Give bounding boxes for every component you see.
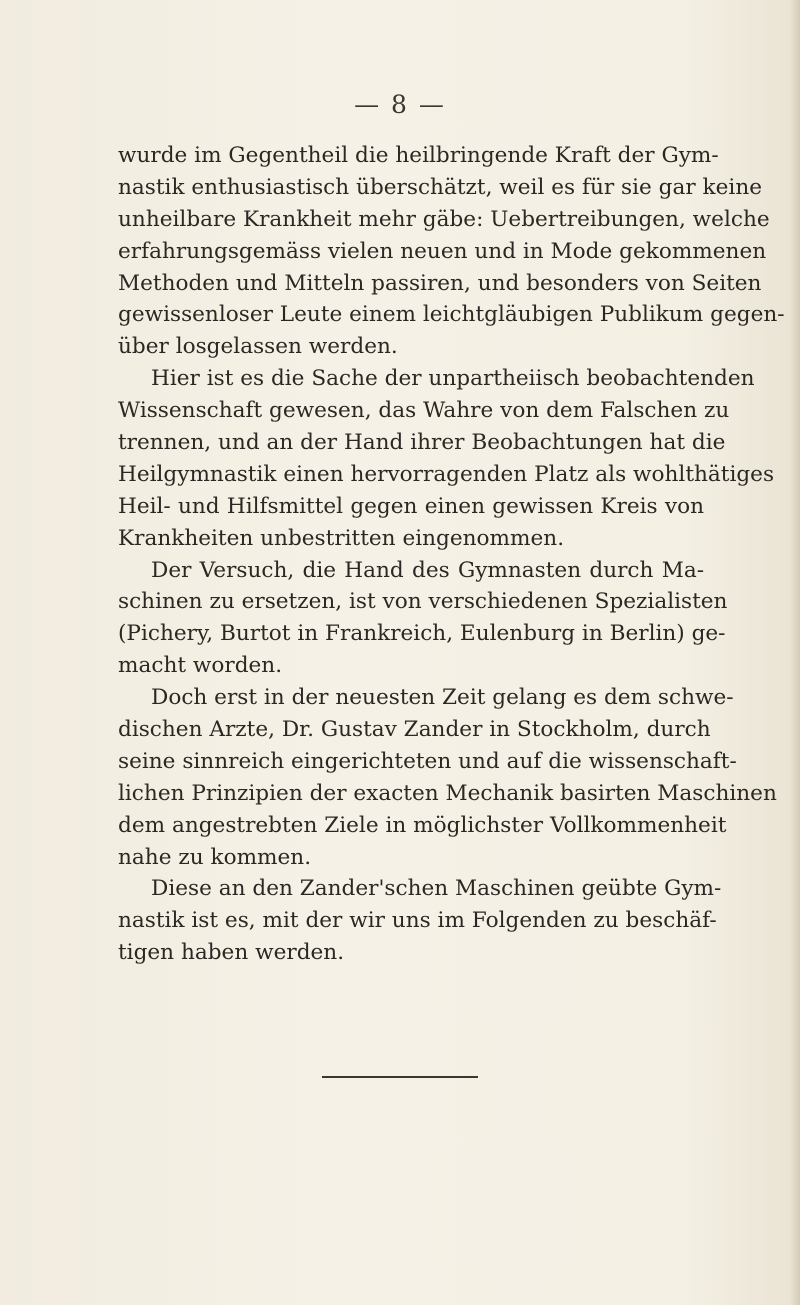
text-line: Heil- und Hilfsmittel gegen einen gewissen Kreis von (118, 493, 704, 519)
text-line: (Pichery, Burtot in Frankreich, Eulenburg in Berlin) ge- (118, 621, 726, 647)
paragraph-5 (118, 873, 722, 969)
text-line: Doch erst in der neuesten Zeit gelang es dem schwe- (151, 685, 734, 711)
text-line: nastik enthusiastisch überschätzt, weil es für sie gar keine (118, 174, 763, 200)
text-line: Methoden und Mitteln passiren, und besonders von Seiten (118, 270, 762, 296)
text-line: dem angestrebten Ziele in möglichster Vollkommenheit (118, 812, 727, 838)
text-line: nahe zu kommen. (118, 844, 312, 870)
section-end-rule (322, 1076, 478, 1078)
text-line: wurde im Gegentheil die heilbringende Kraft der Gym- (118, 143, 719, 168)
text-line: Heilgymnastik einen hervorragenden Platz als wohlthätiges (118, 461, 775, 487)
paragraph-4 (118, 682, 777, 873)
paragraph-2 (118, 363, 775, 554)
text-line: Krankheiten unbestritten eingenommen. (118, 525, 565, 551)
text-line: unheilbare Krankheit mehr gäbe: Uebertreibungen, welche (118, 206, 770, 232)
text-line: nastik ist es, mit der wir uns im Folgenden zu beschäf- (118, 908, 717, 934)
text-line: tigen haben werden. (118, 940, 345, 966)
text-line: trennen, und an der Hand ihrer Beobachtungen hat die (118, 430, 726, 456)
text-line: erfahrungsgemäss vielen neuen und in Mode gekommenen (118, 238, 767, 264)
text-line: seine sinnreich eingerichteten und auf die wissenschaft- (118, 748, 737, 774)
text-line: Wissenschaft gewesen, das Wahre von dem Falschen zu (118, 398, 730, 424)
text-line: macht worden. (118, 653, 283, 679)
text-line: über losgelassen werden. (118, 334, 398, 360)
text-line: gewissenloser Leute einem leichtgläubigen Publikum gegen- (118, 302, 785, 328)
page-edge-shadow (790, 0, 800, 1305)
text-line: schinen zu ersetzen, ist von verschiedenen Spezialisten (118, 589, 728, 615)
text-line: dischen Arzte, Dr. Gustav Zander in Stockholm, durch (118, 717, 711, 743)
text-line: lichen Prinzipien der exacten Mechanik basirten Maschinen (118, 780, 777, 806)
paragraph-1 (118, 140, 785, 363)
body-text (118, 140, 785, 969)
paragraph-3 (118, 555, 728, 683)
page-number: — 8 — (354, 90, 446, 119)
text-line: Hier ist es die Sache der unpartheiisch beobachtenden (151, 366, 755, 392)
text-line: Der Versuch, die Hand des Gymnasten durch Ma- (151, 557, 704, 583)
text-line: Diese an den Zander'schen Maschinen geübte Gym- (151, 876, 722, 902)
